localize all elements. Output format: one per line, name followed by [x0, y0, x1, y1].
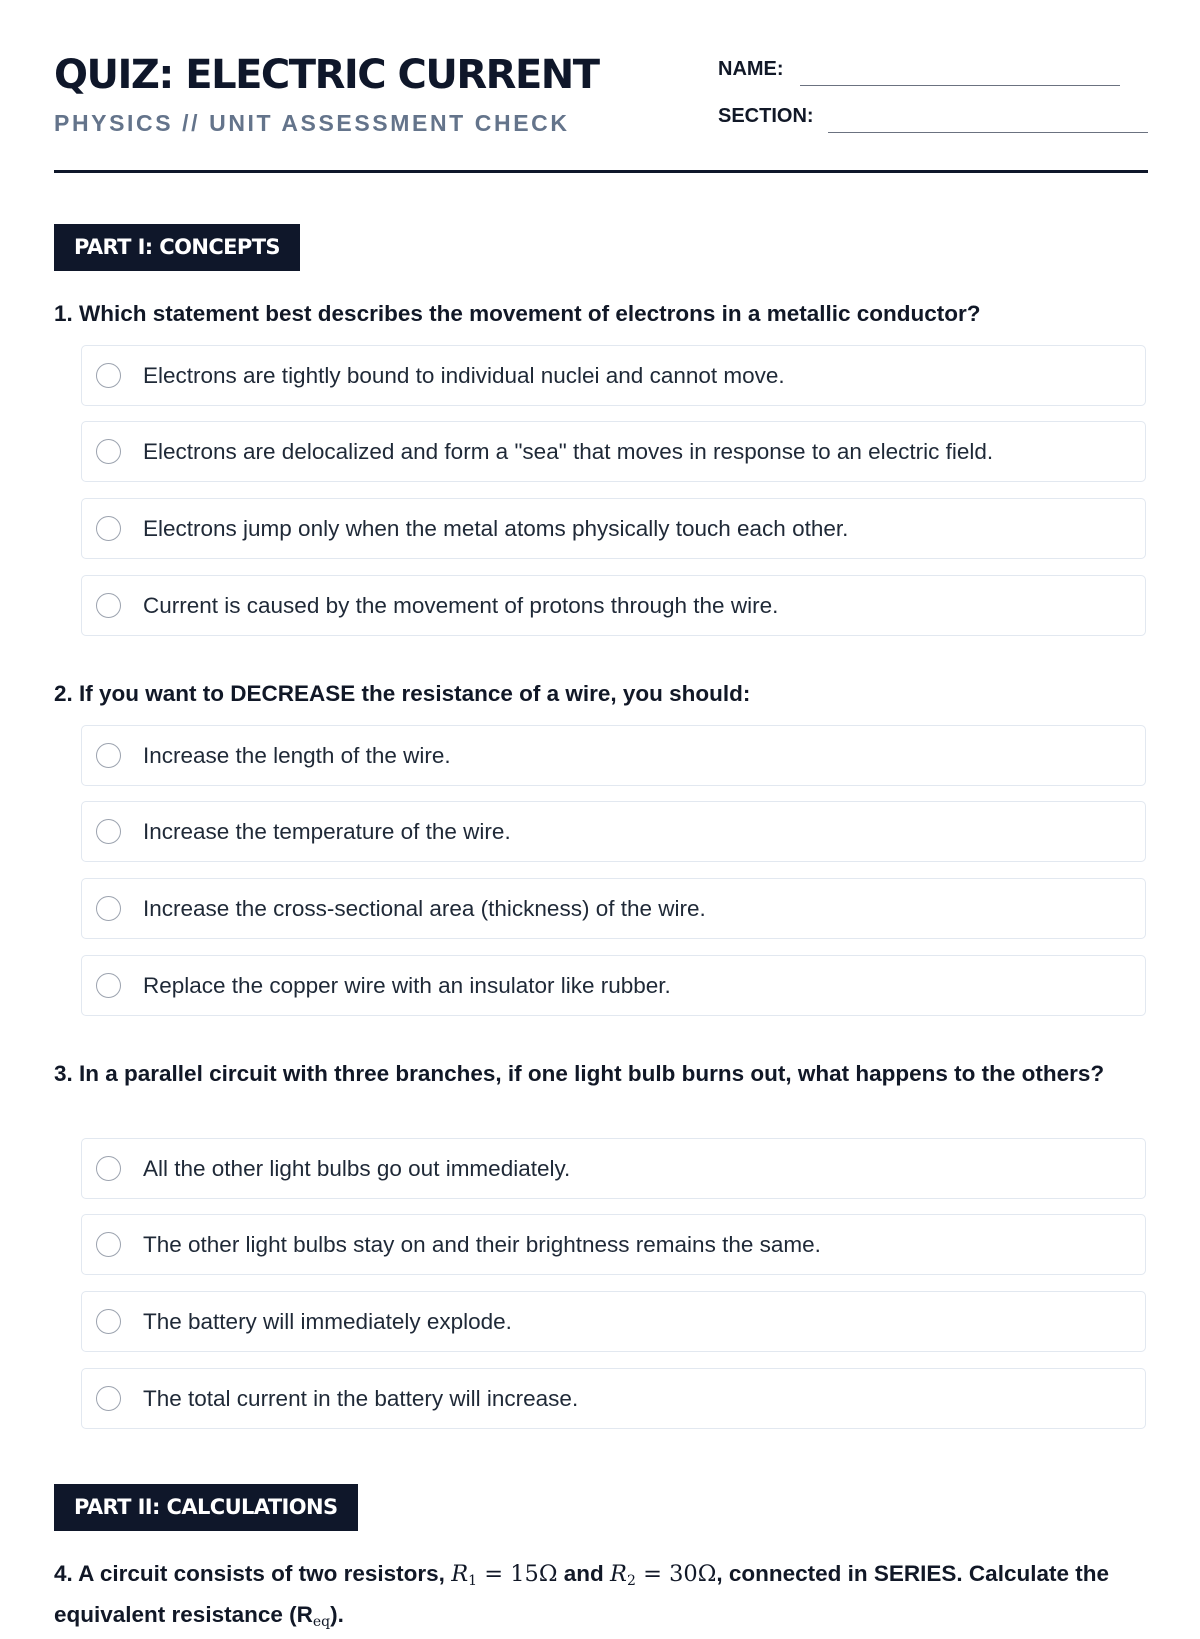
option-label: Increase the cross-sectional area (thickness) of the wire.: [143, 896, 706, 921]
radio-button[interactable]: [96, 743, 121, 768]
option-label: The battery will immediately explode.: [143, 1309, 512, 1334]
section-label: SECTION:: [718, 105, 814, 127]
r1-value: = 15Ω: [477, 1561, 558, 1587]
question-2-option-c[interactable]: [81, 878, 1146, 939]
option-label: Increase the length of the wire.: [143, 743, 451, 768]
option-label: The total current in the battery will increase.: [143, 1386, 579, 1411]
radio-button[interactable]: [96, 973, 121, 998]
q4-prefix: 4. A circuit consists of two resistors,: [54, 1561, 452, 1586]
radio-button[interactable]: [96, 363, 121, 388]
page-title: QUIZ: ELECTRIC CURRENT: [54, 52, 599, 98]
radio-button[interactable]: [96, 1232, 121, 1257]
radio-button[interactable]: [96, 819, 121, 844]
radio-button[interactable]: [96, 896, 121, 921]
option-label: Electrons are delocalized and form a "sea" that moves in response to an electric field.: [143, 439, 994, 464]
r2-value: = 30Ω: [635, 1561, 717, 1587]
option-label: Increase the temperature of the wire.: [143, 819, 511, 844]
question-2-option-d[interactable]: [81, 955, 1146, 1016]
section-field[interactable]: [828, 132, 1148, 133]
question-1-option-a[interactable]: [81, 345, 1146, 406]
question-1-text: 1. Which statement best describes the movement of electrons in a metallic conductor?: [54, 301, 981, 326]
q4-end: ).: [330, 1602, 344, 1627]
question-1-option-b[interactable]: [81, 421, 1146, 482]
radio-button[interactable]: [96, 1386, 121, 1411]
question-1-option-c[interactable]: [81, 498, 1146, 559]
r1-subscript: 1: [468, 1573, 478, 1589]
name-label: NAME:: [718, 58, 784, 80]
r1-symbol: R: [451, 1561, 469, 1587]
part-1-heading: PART I: CONCEPTS: [54, 224, 300, 271]
question-1-option-d[interactable]: [81, 575, 1146, 636]
radio-button[interactable]: [96, 516, 121, 541]
name-field[interactable]: [800, 85, 1120, 86]
option-label: All the other light bulbs go out immediately.: [143, 1156, 571, 1181]
option-label: Electrons are tightly bound to individual nuclei and cannot move.: [143, 363, 785, 388]
option-label: Electrons jump only when the metal atoms physically touch each other.: [143, 516, 849, 541]
question-3-text: 3. In a parallel circuit with three branches, if one light bulb burns out, what happens to the others?: [54, 1061, 1105, 1086]
question-2-option-b[interactable]: [81, 801, 1146, 862]
req-subscript: eq: [312, 1614, 331, 1630]
r2-subscript: 2: [627, 1573, 636, 1589]
option-label: Current is caused by the movement of protons through the wire.: [143, 593, 779, 618]
radio-button[interactable]: [96, 1309, 121, 1334]
option-label: Replace the copper wire with an insulator like rubber.: [143, 973, 671, 998]
question-3-option-a[interactable]: [81, 1138, 1146, 1199]
question-2-text: 2. If you want to DECREASE the resistance of a wire, you should:: [54, 681, 751, 706]
r2-symbol: R: [610, 1561, 627, 1587]
quiz-header: [54, 0, 1148, 173]
page-subtitle: PHYSICS // UNIT ASSESSMENT CHECK: [54, 110, 570, 136]
q4-suffix: , connected in SERIES. Calculate the equivalent resistance (R: [54, 1561, 1109, 1627]
question-3-option-c[interactable]: [81, 1291, 1146, 1352]
part-2-heading: PART II: CALCULATIONS: [54, 1484, 358, 1531]
question-3-option-d[interactable]: [81, 1368, 1146, 1429]
radio-button[interactable]: [96, 439, 121, 464]
q4-mid: and: [557, 1561, 611, 1586]
question-2-option-a[interactable]: [81, 725, 1146, 786]
radio-button[interactable]: [96, 1156, 121, 1181]
question-3-option-b[interactable]: [81, 1214, 1146, 1275]
radio-button[interactable]: [96, 593, 121, 618]
option-label: The other light bulbs stay on and their brightness remains the same.: [143, 1232, 821, 1257]
question-4-text: [54, 1557, 1148, 1639]
